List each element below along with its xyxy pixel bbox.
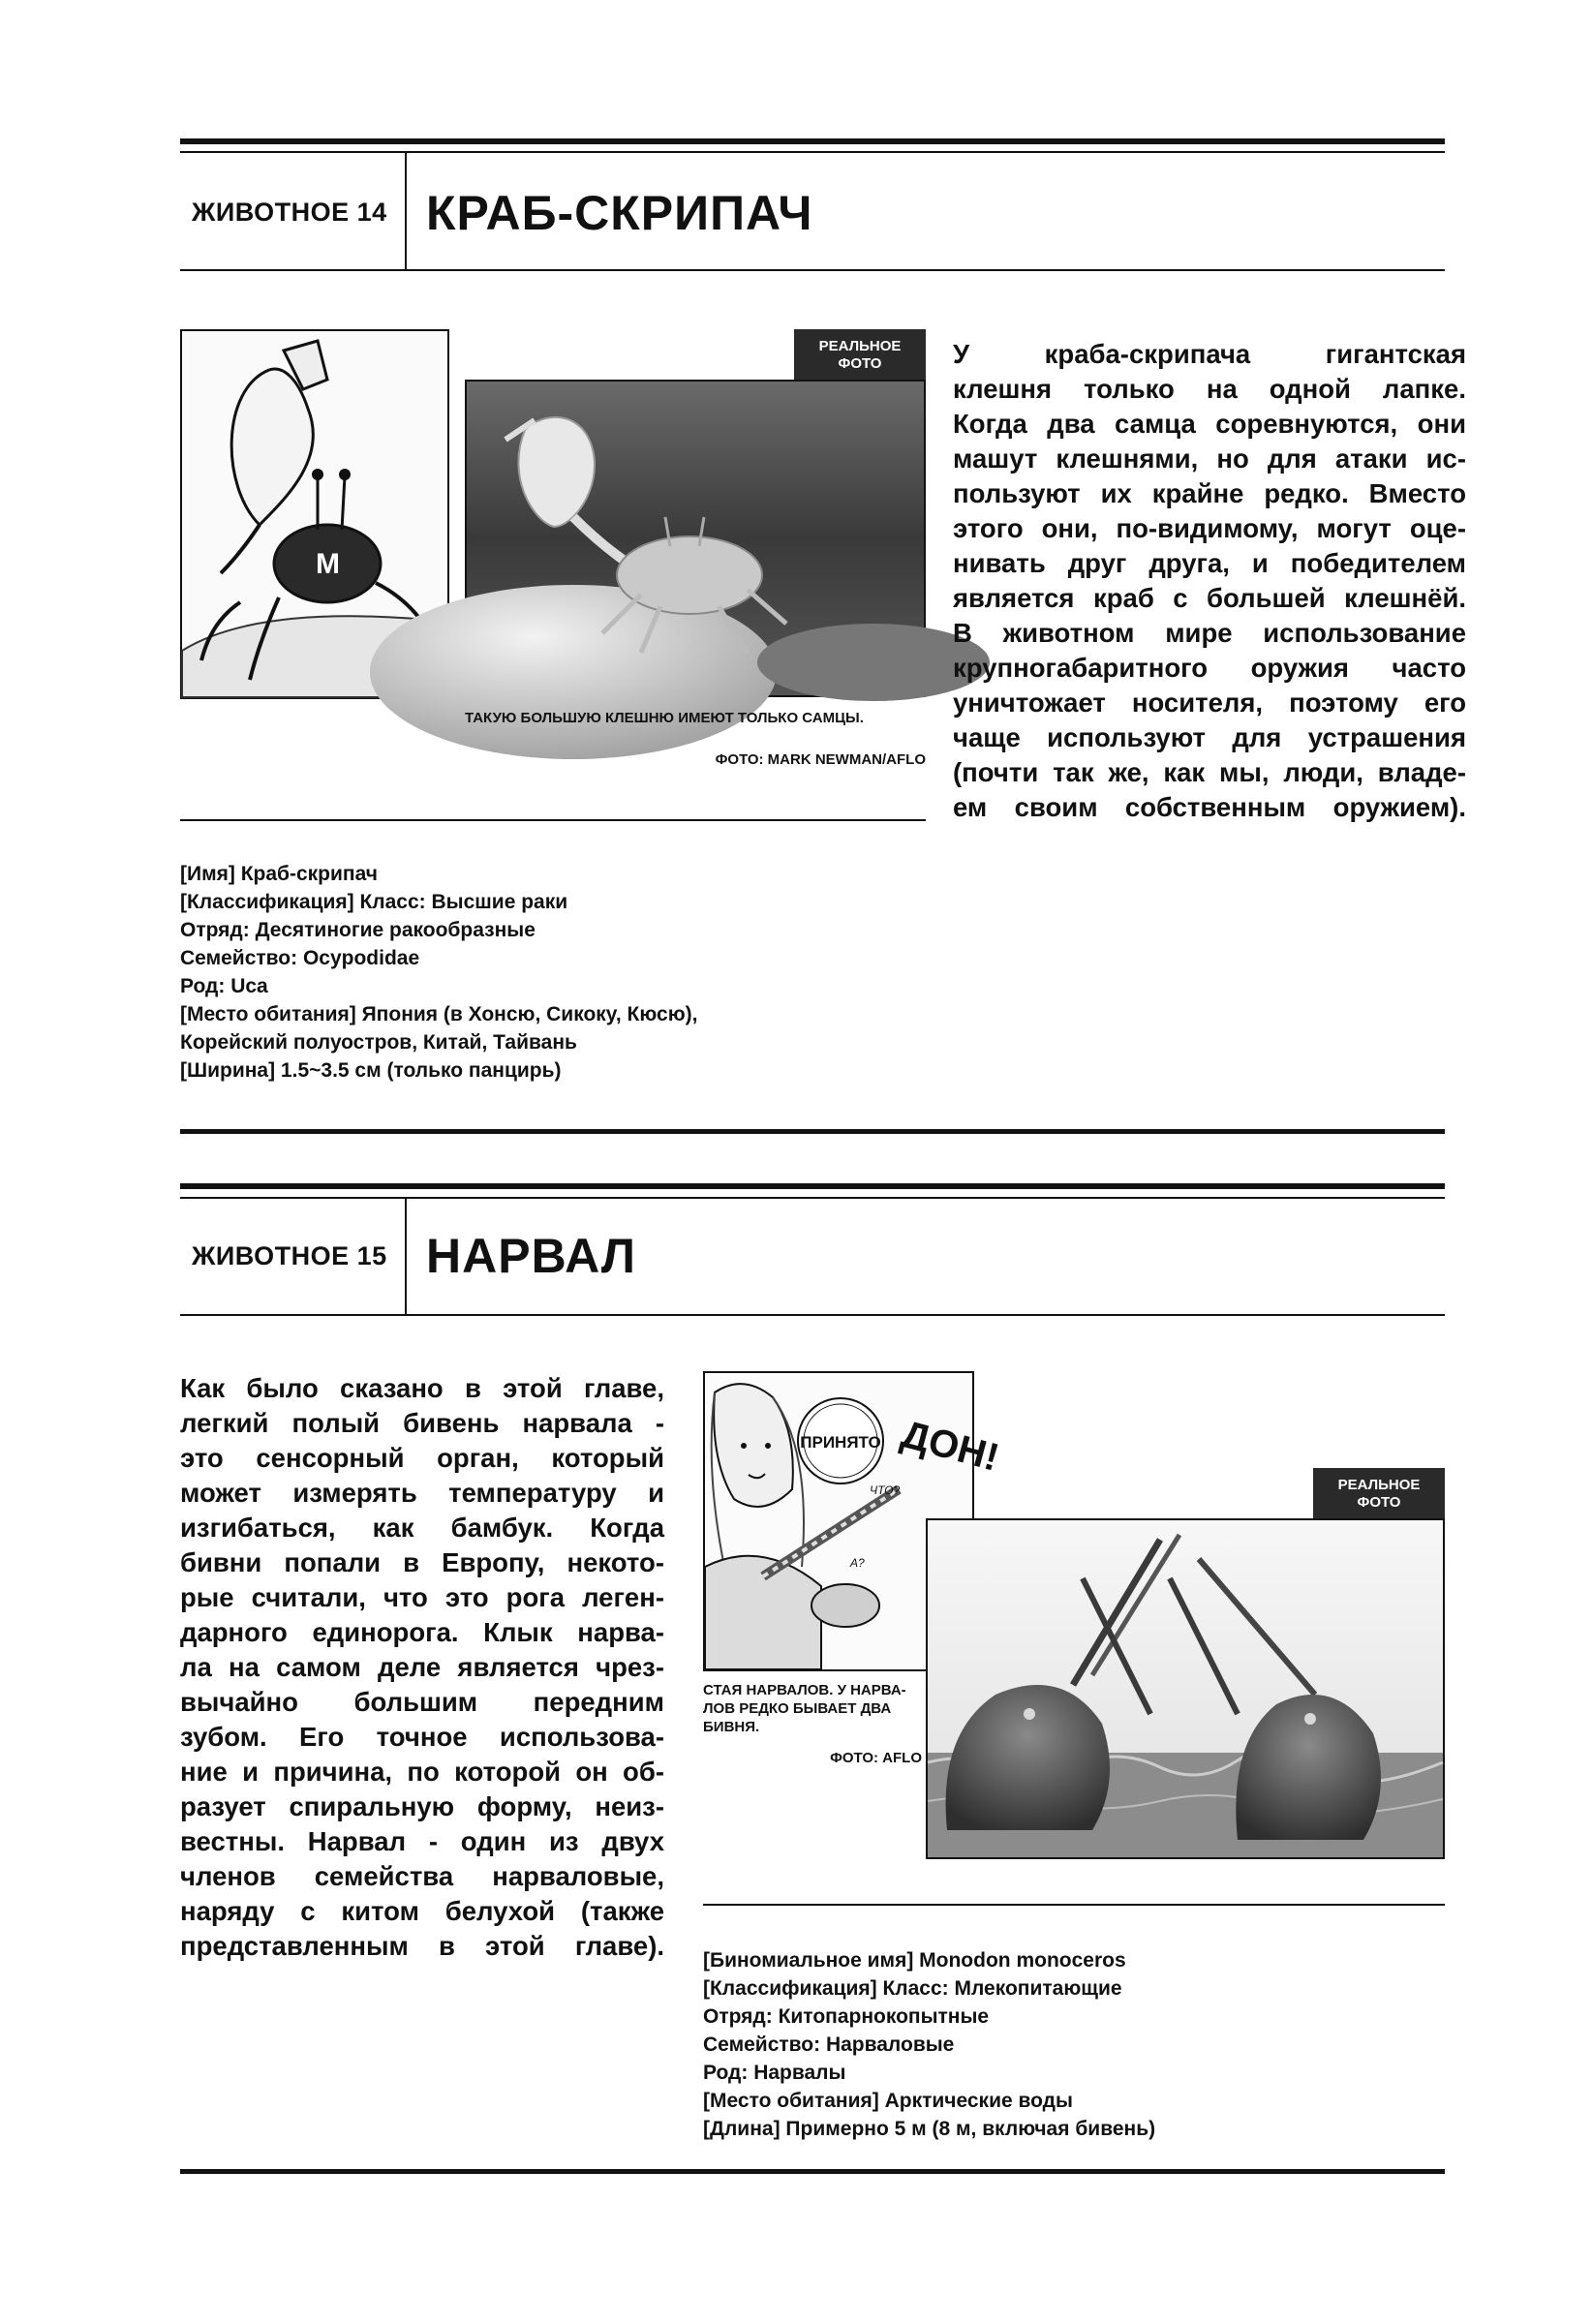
body-line: нивать друг друга, и победителем: [953, 548, 1466, 578]
body-line: клешня только на одной лапке.: [953, 374, 1466, 404]
section1-top-rule-thick: [180, 138, 1445, 144]
badge-line2: ФОТО: [1357, 1494, 1401, 1511]
body-line: Когда два самца соревнуются, они: [953, 409, 1466, 439]
body-line: крупногабаритного оружия часто: [953, 653, 1466, 683]
section1-info-block: [180, 860, 916, 1085]
section2-body-text: [180, 1371, 664, 1964]
section1-animal-label: ЖИВОТНОЕ 14: [192, 198, 387, 227]
body-line: бивни попали в Европу, некото-: [180, 1547, 664, 1577]
body-line: зубом. Его точное использова-: [180, 1722, 664, 1752]
section2-info-block: [703, 1946, 1445, 2143]
body-line: изгибаться, как бамбук. Когда: [180, 1513, 664, 1543]
info-line: Семейство: Ocypodidae: [180, 947, 420, 969]
info-line: [Место обитания] Арктические воды: [703, 2090, 1073, 2112]
info-line: [Классификация] Класс: Высшие раки: [180, 891, 568, 913]
body-line: это сенсорный орган, который: [180, 1443, 664, 1473]
body-line: У краба-скрипача гигантская: [953, 339, 1466, 369]
body-line: пользуют их крайне редко. Вместо: [953, 478, 1466, 508]
body-line: этого они, по-видимому, могут оце-: [953, 513, 1466, 543]
sfx-text: ДОН!: [897, 1413, 1004, 1480]
caption-line: БИВНЯ.: [703, 1719, 760, 1735]
body-line: ние и причина, по которой он об-: [180, 1757, 664, 1787]
body-line: ем своим собственным оружием).: [953, 792, 1466, 822]
section2-header-divider: [405, 1199, 407, 1315]
section2-top-rule-thick: [180, 1183, 1445, 1189]
crab-real-photo: [465, 380, 926, 697]
narwhal-photo-caption: [703, 1681, 926, 1736]
section2-header-bottom-rule: [180, 1314, 1445, 1316]
svg-text:M: M: [316, 548, 340, 580]
section1-left-column-rule: [180, 819, 926, 821]
bubble-a: А?: [850, 1556, 865, 1570]
body-line: уничтожает носителя, поэтому его: [953, 688, 1466, 718]
info-line: [Биномиальное имя] Monodon monoceros: [703, 1949, 1126, 1972]
body-line: разует спиральную форму, неиз-: [180, 1791, 664, 1821]
section2-bottom-rule: [180, 2169, 1445, 2174]
narwhal-photo-credit: ФОТО: AFLO: [830, 1750, 922, 1766]
narwhal-real-photo: [926, 1518, 1445, 1859]
info-line: Род: Нарвалы: [703, 2062, 846, 2084]
section1-real-photo-badge: [794, 329, 926, 380]
body-line: наряду с китом белухой (также: [180, 1896, 664, 1926]
section2-animal-label: ЖИВОТНОЕ 15: [192, 1241, 387, 1270]
section1-body-text: [953, 337, 1466, 825]
badge-line1: РЕАЛЬНОЕ: [1337, 1477, 1421, 1493]
body-line: машут клешнями, но для атаки ис-: [953, 443, 1466, 474]
body-line: вычайно большим передним: [180, 1687, 664, 1717]
info-line: Отряд: Десятиногие ракообразные: [180, 919, 536, 941]
section2-right-column-rule: [703, 1904, 1445, 1906]
crab-photo-image: [467, 382, 924, 695]
body-line: (почти так же, как мы, люди, владе-: [953, 757, 1466, 787]
body-line: рые считали, что это рога леген-: [180, 1582, 664, 1612]
body-line: дарного единорога. Клык нарва-: [180, 1617, 664, 1647]
stamp-text: ПРИНЯТО: [800, 1433, 881, 1452]
section1-bottom-rule: [180, 1129, 1445, 1134]
body-line: вестны. Нарвал - один из двух: [180, 1826, 664, 1856]
section1-header-bottom-rule: [180, 269, 1445, 271]
body-line: ла на самом деле является чрез-: [180, 1652, 664, 1682]
body-line: членов семейства нарваловые,: [180, 1861, 664, 1891]
body-line: В животном мире использование: [953, 618, 1466, 648]
section2-top-rule-thin: [180, 1197, 1445, 1199]
info-line: [Место обитания] Япония (в Хонсю, Сикоку, Кюсю),: [180, 1003, 698, 1025]
section1-top-rule-thin: [180, 151, 1445, 153]
info-line: [Имя] Краб-скрипач: [180, 863, 378, 885]
crab-photo-caption: ТАКУЮ БОЛЬШУЮ КЛЕШНЮ ИМЕЮТ ТОЛЬКО САМЦЫ.: [465, 710, 864, 726]
body-line: чаще используют для устрашения: [953, 722, 1466, 752]
section1-header-divider: [405, 153, 407, 269]
badge-line1: РЕАЛЬНОЕ: [818, 338, 902, 354]
body-line: может измерять температуру и: [180, 1478, 664, 1508]
body-line: представленным в этой главе).: [180, 1931, 664, 1961]
info-line: [Ширина] 1.5~3.5 см (только панцирь): [180, 1059, 562, 1082]
info-line: [Классификация] Класс: Млекопитающие: [703, 1977, 1122, 2000]
body-line: легкий полый бивень нарвала -: [180, 1408, 664, 1438]
crab-photo-credit: ФОТО: MARK NEWMAN/AFLO: [715, 751, 926, 768]
section2-title: НАРВАЛ: [426, 1229, 636, 1283]
section2-real-photo-badge: [1313, 1468, 1445, 1518]
section1-title: КРАБ-СКРИПАЧ: [426, 186, 813, 240]
narwhal-photo-image: [928, 1520, 1443, 1857]
body-line: является краб с большей клешнёй.: [953, 583, 1466, 613]
body-line: Как было сказано в этой главе,: [180, 1373, 664, 1403]
info-line: Род: Uca: [180, 975, 268, 997]
caption-line: ЛОВ РЕДКО БЫВАЕТ ДВА: [703, 1700, 892, 1717]
info-line: Семейство: Нарваловые: [703, 2034, 955, 2056]
info-line: Отряд: Китопарнокопытные: [703, 2005, 990, 2028]
info-line: Корейский полуостров, Китай, Тайвань: [180, 1031, 577, 1054]
badge-line2: ФОТО: [838, 355, 882, 372]
info-line: [Длина] Примерно 5 м (8 м, включая бивень): [703, 2118, 1156, 2140]
caption-line: СТАЯ НАРВАЛОВ. У НАРВА-: [703, 1682, 906, 1698]
bubble-what: ЧТО?: [870, 1483, 901, 1497]
